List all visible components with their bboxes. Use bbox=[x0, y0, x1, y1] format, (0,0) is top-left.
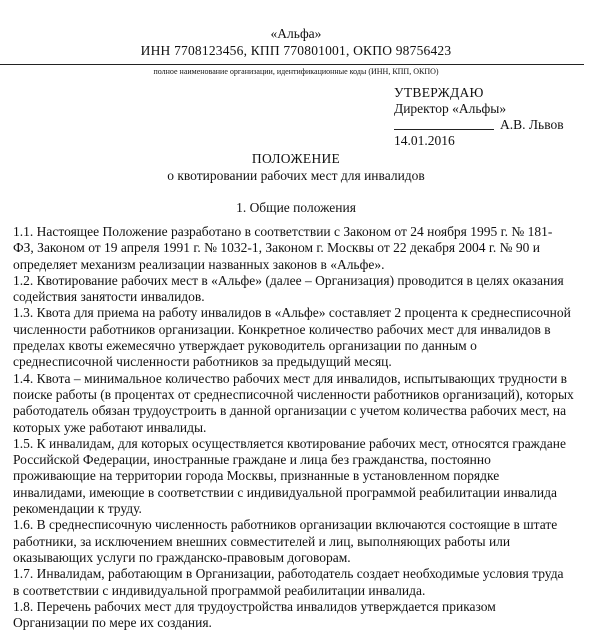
document-body bbox=[13, 224, 585, 631]
body-line: 1.5. К инвалидам, для которых осуществляется квотирование рабочих мест, относятся граждане bbox=[13, 435, 566, 451]
body-line: которых уже работают инвалиды. bbox=[13, 419, 207, 435]
body-line: в соответствии с индивидуальной программой реабилитации инвалида. bbox=[13, 582, 426, 598]
body-line: ФЗ, Законом от 19 апреля 1991 г. № 1032-1, Законом г. Москвы от 22 декабря 2004 г. № 90 и bbox=[13, 240, 540, 256]
body-line: оказывающих услуги по гражданско-правовым договорам. bbox=[13, 549, 351, 565]
approval-date: 14.01.2016 bbox=[394, 133, 455, 148]
body-line: 1.7. Инвалидам, работающим в Организации, работодатель создает необходимые условия труда bbox=[13, 566, 564, 582]
body-line: работники, за исключением внешних совместителей и лиц, выполняющих работы или bbox=[13, 533, 511, 549]
organization-caption: полное наименование организации, идентификационные коды (ИНН, КПП, ОКПО) bbox=[153, 67, 439, 76]
signature-line bbox=[394, 129, 494, 130]
body-line: 1.1. Настоящее Положение разработано в соответствии с Законом от 24 ноября 1995 г. № 181- bbox=[13, 224, 553, 239]
body-line: работодатель обязан трудоустроить в данной организации с учетом количества рабочих мест, на bbox=[13, 403, 567, 419]
body-line: среднесписочной численности работников за предыдущий месяц. bbox=[13, 354, 392, 370]
body-line: 1.6. В среднесписочную численность работников организации включаются состоящие в штате bbox=[13, 517, 558, 533]
document-subtitle: о квотировании рабочих мест для инвалидов bbox=[167, 168, 425, 183]
body-line: 1.4. Квота – минимальное количество рабочих мест для инвалидов, испытывающих трудности в bbox=[13, 370, 568, 386]
organization-name: «Альфа» bbox=[270, 26, 322, 41]
body-line: Организации по мере их создания. bbox=[13, 615, 212, 631]
section-title: 1. Общие положения bbox=[236, 200, 356, 215]
body-line: проживающие на территории города Москвы, признанные в установленном порядке bbox=[13, 468, 500, 484]
approval-title: УТВЕРЖДАЮ bbox=[394, 85, 484, 100]
body-line: пределах квоты ежемесячно утверждает руководитель организации по данным о bbox=[13, 338, 477, 354]
organization-codes: ИНН 7708123456, КПП 770801001, ОКПО 98756423 bbox=[140, 43, 452, 58]
body-line: 1.2. Квотирование рабочих мест в «Альфе» (далее – Организация) проводится в целях оказания bbox=[13, 272, 564, 288]
body-line: численности работников организации. Конкретное количество рабочих мест для инвалидов в bbox=[13, 321, 551, 337]
body-line: инвалидами, имеющие в соответствии с индивидуальной программой реабилитации инвалида bbox=[13, 484, 557, 500]
body-line: поиске работы (в процентах от среднесписочной численности работников организаций), которых bbox=[13, 386, 574, 402]
body-line: рекомендации к труду. bbox=[13, 501, 142, 517]
approval-name: А.В. Львов bbox=[500, 117, 564, 132]
approval-role: Директор «Альфы» bbox=[394, 101, 507, 116]
body-line: Российской Федерации, иностранные граждане и лица без гражданства, постоянно bbox=[13, 452, 491, 468]
document-title: ПОЛОЖЕНИЕ bbox=[251, 151, 341, 166]
body-line: 1.8. Перечень рабочих мест для трудоустройства инвалидов утверждается приказом bbox=[13, 598, 496, 614]
organization-underline bbox=[0, 64, 584, 65]
body-line: определяет механизм реализации названных законов в «Альфе». bbox=[13, 256, 385, 272]
body-line: 1.3. Квота для приема на работу инвалидов в «Альфе» составляет 2 процента к среднесписочной bbox=[13, 305, 571, 321]
body-line: содействия занятости инвалидов. bbox=[13, 289, 205, 305]
